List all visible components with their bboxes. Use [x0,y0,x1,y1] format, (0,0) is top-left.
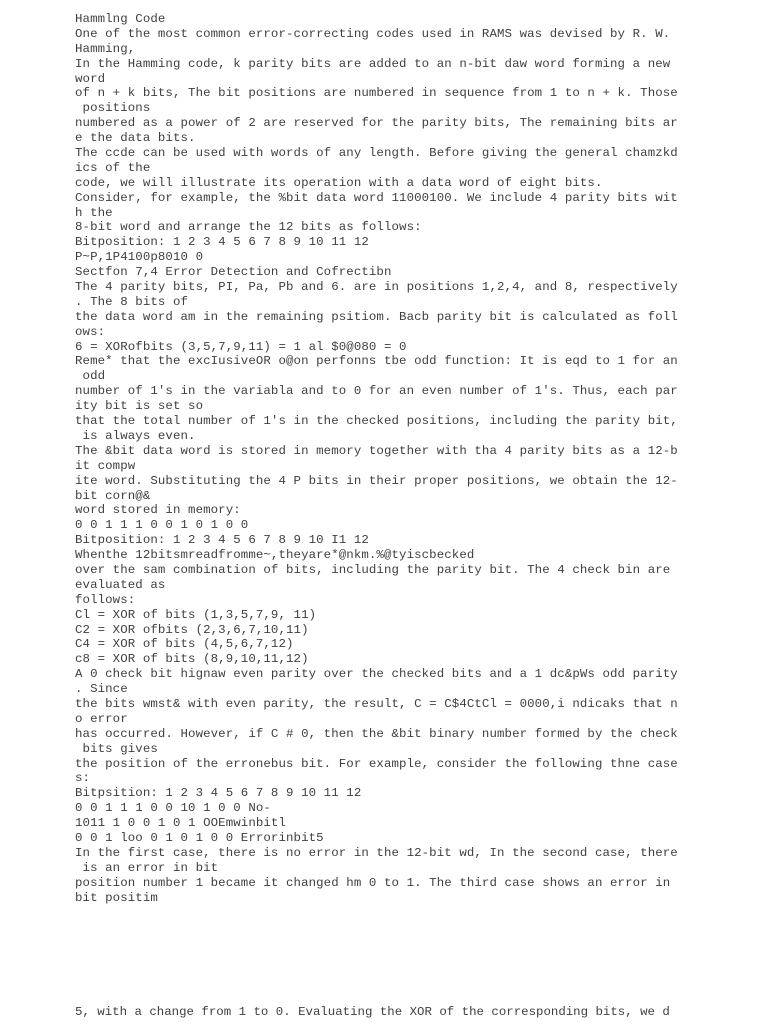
text-line: positions [75,101,151,116]
text-line: position number 1 became it changed hm 0 to 1. The third case shows an error in [75,875,671,890]
text-line: bit corn@& [75,488,151,503]
text-line: Cl = XOR of bits (1,3,5,7,9, 11) [75,607,317,622]
title-line: Hammlng Code [75,12,166,26]
text-line: P~P,1P4100p8010 0 [75,250,204,265]
text-line: Consider, for example, the %bit data word 11000100. We include 4 parity bits wit [75,190,678,205]
text-line: The 4 parity bits, PI, Pa, Pb and 6. are in positions 1,2,4, and 8, respectively [75,280,678,295]
text-line: 0 0 1 1 1 0 0 1 0 1 0 0 [75,518,249,533]
text-line: word stored in memory: [75,503,241,518]
text-line: code, we will illustrate its operation with a data word of eight bits. [75,175,603,190]
text-line: Bitposition: 1 2 3 4 5 6 7 8 9 10 11 12 [75,235,369,250]
text-line: C4 = XOR of bits (4,5,6,7,12) [75,637,294,652]
text-line: e the data bits. [75,131,196,146]
text-line: that the total number of 1's in the checked positions, including the parity bit, [75,414,678,429]
text-line: Reme* that the excIusiveOR o@on perfonns tbe odd function: It is eqd to 1 for an [75,354,678,369]
text-line: The &bit data word is stored in memory together with tha 4 parity bits as a 12-b [75,443,678,458]
text-line: number of 1's in the variabla and to 0 for an even number of 1's. Thus, each par [75,384,678,399]
text-line: ite word. Substituting the 4 P bits in their proper positions, we obtain the 12- [75,473,678,488]
text-line: Bitpsition: 1 2 3 4 5 6 7 8 9 10 11 12 [75,786,362,801]
text-line: Bitposition: 1 2 3 4 5 6 7 8 9 10 I1 12 [75,533,369,548]
text-line: 6 = XORofbits (3,5,7,9,11) = 1 al $0@080 = 0 [75,339,407,354]
text-line: Hamming, [75,41,136,56]
text-line: the data word am in the remaining psitiom. Bacb parity bit is calculated as foll [75,309,678,324]
text-line: The ccde can be used with words of any length. Before giving the general chamzkd [75,146,678,161]
text-line: 1011 1 0 0 1 0 1 OOEmwinbitl [75,816,286,831]
text-line: . The 8 bits of [75,294,189,309]
text-line: it compw [75,458,136,473]
text-line: has occurred. However, if C # 0, then the &bit binary number formed by the check [75,726,678,741]
continuation-line: 5, with a change from 1 to 0. Evaluating the XOR of the corresponding bits, we d [75,1005,670,1019]
text-line: is always even. [75,428,196,443]
text-line: over the sam combination of bits, including the parity bit. The 4 check bin are [75,562,671,577]
text-line: C2 = XOR ofbits (2,3,6,7,10,11) [75,622,309,637]
text-line: o error [75,711,128,726]
section-heading-line: Sectfon 7,4 Error Detection and Cofrectibn [75,265,392,280]
text-line: c8 = XOR of bits (8,9,10,11,12) [75,652,309,667]
text-line: ity bit is set so [75,399,204,414]
text-line: 0 0 1 loo 0 1 0 1 0 0 Errorinbit5 [75,830,324,845]
text-line: Whenthe 12bitsmreadfromme~,theyare*@nkm.%@tyiscbecked [75,548,475,563]
text-line: bit positim [75,890,158,905]
text-line: evaluated as [75,577,166,592]
text-line: 0 0 1 1 1 0 0 10 1 0 0 No- [75,801,271,816]
text-line: numbered as a power of 2 are reserved for the parity bits, The remaining bits ar [75,116,678,131]
text-line: One of the most common error-correcting codes used in RAMS was devised by R. W. [75,26,671,41]
text-line: of n + k bits, The bit positions are numbered in sequence from 1 to n + k. Those [75,86,678,101]
text-line: In the first case, there is no error in the 12-bit wd, In the second case, there [75,845,678,860]
text-line: h the [75,205,113,220]
document-text [75,12,755,905]
text-line: follows: [75,592,136,607]
text-line: . Since [75,682,128,697]
text-line: ics of the [75,160,151,175]
text-line: 8-bit word and arrange the 12 bits as follows: [75,220,422,235]
text-line: s: [75,771,91,786]
text-line: ows: [75,324,106,339]
text-line: A 0 check bit hignaw even parity over the checked bits and a 1 dc&pWs odd parity [75,667,678,682]
text-line: is an error in bit [75,860,219,875]
text-line: the position of the erronebus bit. For example, consider the following thne case [75,756,678,771]
text-line: bits gives [75,741,158,756]
text-line: word [75,71,106,86]
text-line: odd [75,369,106,384]
text-line: In the Hamming code, k parity bits are added to an n-bit daw word forming a new [75,56,671,71]
text-line: the bits wmst& with even parity, the result, C = C$4CtCl = 0000,i ndicaks that n [75,696,678,711]
